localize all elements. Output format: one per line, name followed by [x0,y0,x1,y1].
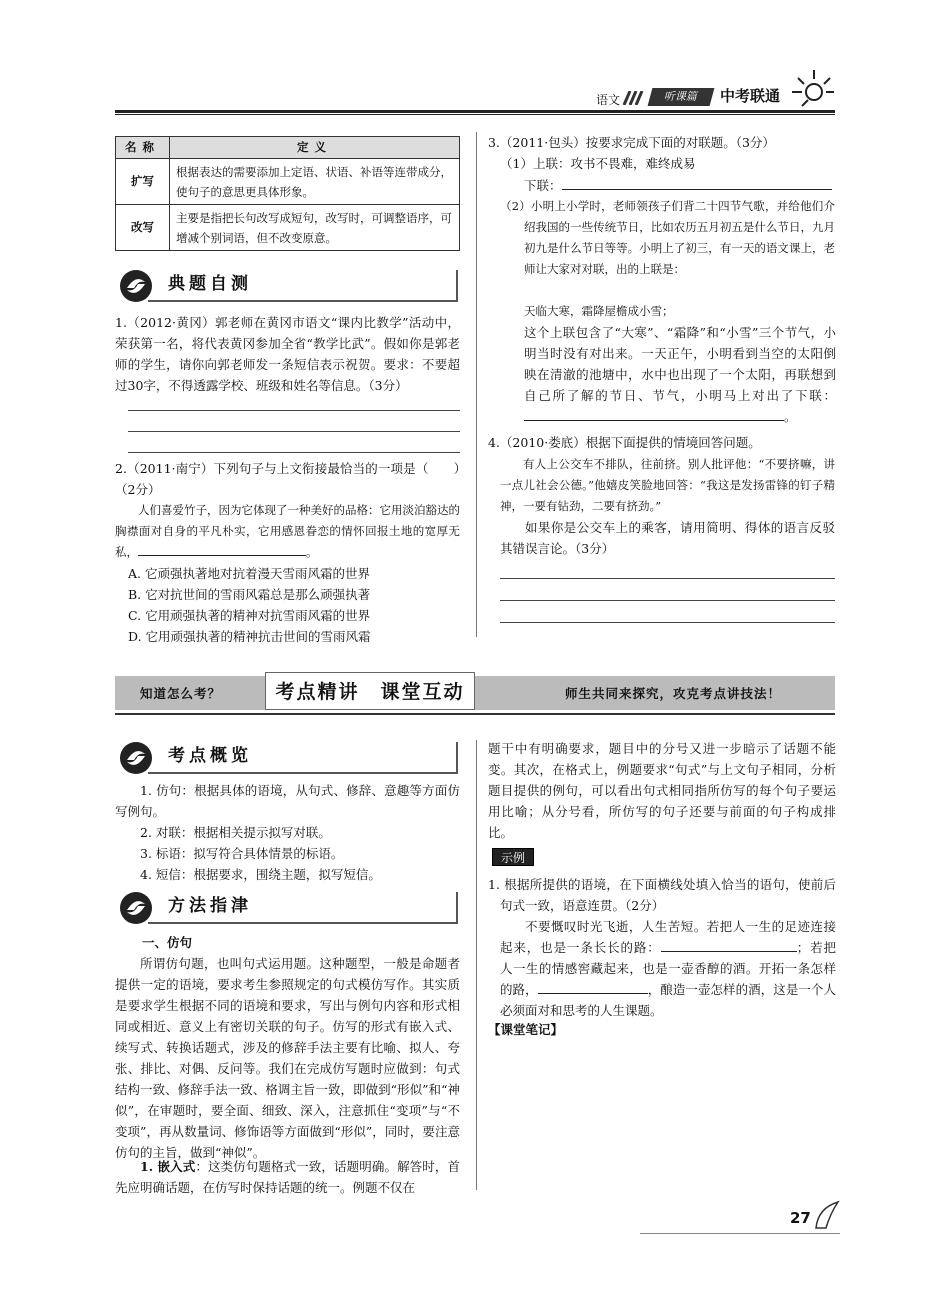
banner-rule [115,713,835,715]
section-heading-fangfazhijin [118,890,458,926]
example-passage [500,916,836,1021]
blank-line[interactable] [138,542,306,556]
column-divider [476,132,477,637]
overview-item-1: 1. 仿句：根据具体的语境，从句式、修辞、意趣等方面仿写例句。 [115,783,460,819]
option-c[interactable]: C. 它用顽强执著的精神对抗雪雨风霜的世界 [128,608,371,623]
overview-item-4: 4. 短信：根据要求，围绕主题，拟写短信。 [140,867,381,882]
method-paragraph-1: 所谓仿句题，也叫句式运用题。这种题型，一般是命题者提供一定的语境，要求考生参照规定的句式模仿写作。其实质是要求学生根据不同的语境和要求，写出与例句内容和形式相同或相近、意义上有密切关联的句子。仿写的形式有嵌入式、续写式、转换话题式，涉及的修辞手法主要有比喻、拟人、夸张、排比、对偶、反问等。我们在完成仿写题时应做到：句式结构一致、修辞手法一致、格调主旨一致，即做到“形似”和“神似”，在审题时，要全面、细致、深入，注意抓住“变项”与“不变项”，再从数量词、修饰语等方面做到“形似”，同时，要注意仿句的主旨，做到“神似”。 [115,956,460,1160]
overview-item-3: 3. 标语：拟写符合具体情景的标语。 [140,846,344,861]
blank-line[interactable] [524,407,784,421]
section-underline [148,772,458,774]
answer-line[interactable] [128,410,460,411]
answer-line[interactable] [128,431,460,432]
section-sideline [456,270,458,302]
option-b[interactable]: B. 它对抗世间的雪雨风霜总是那么顽强执著 [128,587,371,602]
question-3-part1: （1）上联：攻书不畏难，难终成易 [500,156,696,171]
page-number: 27 [790,1209,811,1227]
passage-part: 不要慨叹时光飞逝，人生苦短。若把人一生的足迹连接起来，也是一条长长的路： [500,919,836,955]
answer-line[interactable] [128,452,460,453]
part3-end: 。 [784,409,797,424]
table-row [116,159,460,205]
method-paragraph-2 [115,1156,460,1198]
class-notes-label: 【课堂笔记】 [488,1022,564,1037]
part3-text: 这个上联包含了“大寒”、“霜降”和“小雪”三个节气，小明当时没有对出来。一天正午，小明看到当空的太阳倒映在清澈的池塘中，水中也出现了一个太阳，再联想到自己所了解的节日、节气，小明马上对出了下联： [524,325,836,403]
paragraph-bold-label: 1. 嵌入式 [140,1159,196,1174]
subheading-fangju: 一、仿句 [142,935,193,950]
section-heading-diantizice [118,268,458,304]
table-header-def: 定义 [170,137,460,159]
option-d[interactable]: D. 它用顽强执著的精神抗击世间的雪雨风霜 [128,629,371,644]
sun-logo-icon [790,66,836,110]
answer-line[interactable] [500,600,835,601]
question-3-part3 [524,322,836,427]
paragraph-text: ：这类仿句题格式一致，话题明确。解答时，首先应明确话题，在仿写时保持话题的统一。例题不仅在 [115,1159,460,1195]
section-underline [148,300,458,302]
passage-end: 。 [306,545,318,559]
table-header-name: 名称 [116,137,170,159]
question-2-passage [115,500,460,563]
section-sideline [456,892,458,924]
question-3-lower-line [524,175,834,196]
option-a[interactable]: A. 它顽强执著地对抗着漫天雪雨风霜的世界 [128,566,370,581]
question-1: 1.（2012·黄冈）郭老师在黄冈市语文“课内比教学”活动中，荣获第一名，将代表黄冈参加全省“教学比武”。假如你是郭老师的学生，请你向郭老师发一条短信表示祝贺。要求：不要超过30字，不得透露学校、班级和姓名等信息。（3分） [115,315,460,393]
footer-rule [640,1233,840,1234]
section-sideline [456,742,458,774]
swirl-logo-icon [118,890,154,926]
section-title: 方法指津 [168,896,252,916]
answer-line[interactable] [500,578,835,579]
header-rule-thin [115,114,835,115]
blank-line[interactable] [562,176,832,190]
question-2-stem: 2.（2011·南宁）下列句子与上文衔接最恰当的一项是（ ）（2分） [115,461,460,497]
table-cell-def: 根据表达的需要添加上定语、状语、补语等连带成分，使句子的意思更具体形象。 [170,159,460,205]
definition-table [115,136,460,251]
banner-left-text: 知道怎么考？ [140,686,222,701]
header-section-tag: 听课篇 [648,88,715,106]
leaf-ornament-icon [812,1200,840,1230]
method-paragraph-cont: 题干中有明确要求，题目中的分号又进一步暗示了话题不能变。其次，在格式上，例题要求“句式”与上文句子相同，分析题目提供的例句，可以看出句式相同指所仿写的每个句子要运用比喻；从分号看，所仿写的句子还要与前面的句子构成排比。 [488,741,836,840]
blank-line[interactable] [538,980,648,994]
swirl-logo-icon [118,740,154,776]
section-title: 考点概览 [168,746,252,766]
table-cell-name: 改写 [116,205,170,251]
question-3-stem: 3.（2011·包头）按要求完成下面的对联题。（3分） [488,135,775,150]
example-stem: 1. 根据所提供的语境，在下面横线处填入恰当的语句，使前后句式一致，语意连贯。（2分） [488,877,836,913]
header-rule [115,110,835,113]
table-cell-def: 主要是指把长句改写成短句，改写时，可调整语序，可增减个别词语，但不改变原意。 [170,205,460,251]
header-subject: 语文 [596,93,621,107]
question-4-passage: 有人上公交车不排队，往前挤。别人批评他：“不要挤嘛，讲一点儿社会公德。”他嬉皮笑脸地回答：“我这是发扬雷锋的钉子精神，一要有钻劲，二要有挤劲。” [500,457,835,513]
column-divider [476,740,477,1190]
passage-part: ，酿造一壶怎样的酒，这是一个人必须面对和思考的人生课题。 [500,982,836,1018]
table-cell-name: 扩写 [116,159,170,205]
overview-item-2: 2. 对联：根据相关提示拟写对联。 [140,825,331,840]
passage-part: ；若把人一生的情感窖藏起来，也是一壶香醇的酒。开拓一条怎样的路， [500,940,836,997]
header-brand: 中考联通 [720,87,781,105]
section-underline [148,922,458,924]
blank-line[interactable] [661,938,797,952]
section-heading-kaodiangailan [118,740,458,776]
question-3-couplet: 天临大寒，霜降屋檐成小雪； [524,304,674,318]
lower-label: 下联： [524,178,562,193]
swirl-logo-icon [118,268,154,304]
banner-right-text: 师生共同来探究，攻克考点讲技法！ [565,686,782,701]
question-4-stem: 4.（2010·娄底）根据下面提供的情境回答问题。 [488,435,761,450]
section-title: 典题自测 [168,274,252,294]
banner-center-title: 考点精讲 课堂互动 [265,672,475,710]
stripes-icon [622,90,648,104]
example-tag: 示例 [492,848,534,866]
question-3-part2: （2）小明上小学时，老师领孩子们背二十四节气歌，并给他们介绍我国的一些传统节日，比如农历五月初五是什么节日，九月初九是什么节日等等。小明上了初三，有一天的语文课上，老师让大家对对联，出的上联是： [500,199,835,276]
passage-text: 人们喜爱竹子，因为它体现了一种美好的品格：它用淡泊豁达的胸襟面对自身的平凡朴实，它用感恩眷恋的情怀回报土地的宽厚无私， [115,503,460,559]
question-4-ask: 如果你是公交车上的乘客，请用简明、得体的语言反驳其错误言论。（3分） [500,520,835,556]
answer-line[interactable] [500,622,835,623]
table-row [116,205,460,251]
